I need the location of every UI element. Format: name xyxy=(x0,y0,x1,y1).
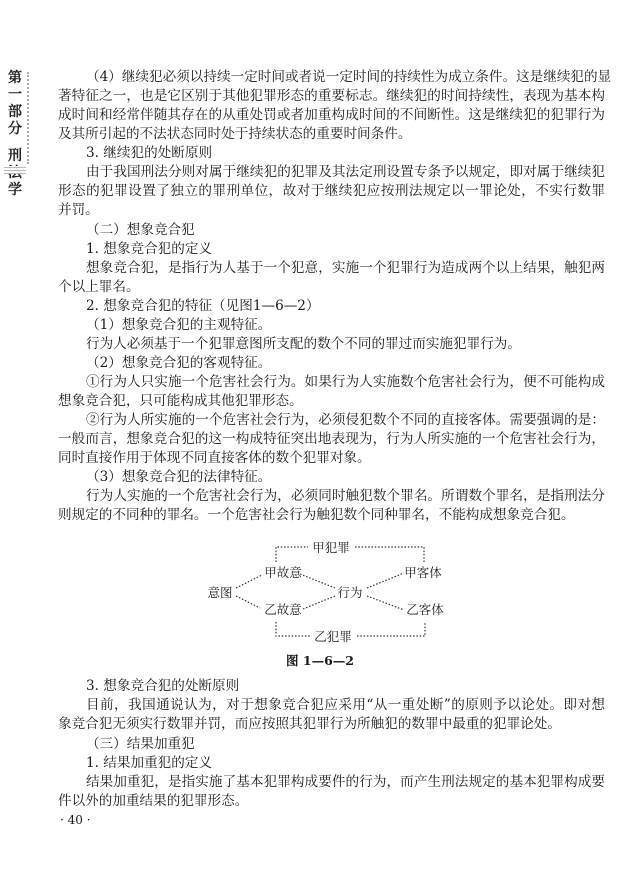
text-line: 1. 想象竞合犯的定义 xyxy=(86,241,213,257)
node-a-object: 甲客体 xyxy=(404,565,442,580)
text-line: 结果加重犯，是指实施了基本犯罪构成要件的行为，而产生刑法规定的基本犯罪构成要 xyxy=(86,774,605,790)
text-line: （2）想象竞合犯的客观特征。 xyxy=(86,355,272,371)
node-a-crime: 甲犯罪 xyxy=(312,540,350,555)
text-line: ①行为人只实施一个危害社会行为。如果行为人实施数个危害社会行为，便不可能构成 xyxy=(86,374,605,390)
text-line: （4）继续犯必须以持续一定时间或者说一定时间的持续性为成立条件。这是继续犯的显 xyxy=(86,69,612,85)
text-line: 2. 想象竞合犯的特征（见图1—6—2） xyxy=(86,298,320,314)
text-line: 行为人实施的一个危害社会行为，必须同时触犯数个罪名。所谓数个罪名，是指刑法分 xyxy=(86,488,605,504)
text-line: 形态的犯罪设置了独立的罪刑单位，故对于继续犯应按刑法规定以一罪论处，不实行数罪 xyxy=(58,183,605,199)
text-line: 象竞合犯无须实行数罪并罚，而应按照其犯罪行为所触犯的数罪中最重的犯罪论处。 xyxy=(58,716,561,732)
connector xyxy=(236,575,262,588)
text-line: 行为人必须基于一个犯罪意图所支配的数个不同的罪过而实施犯罪行为。 xyxy=(86,336,521,352)
connector xyxy=(236,596,260,608)
text-line: 3. 想象竞合犯的处断原则 xyxy=(86,678,240,694)
node-a-intent: 甲故意 xyxy=(264,565,302,580)
text-line: （三）结果加重犯 xyxy=(86,736,195,752)
text-line: 著特征之一，也是它区别于其他犯罪形态的重要标志。继续犯的时间持续性，表现为基本构 xyxy=(58,88,605,104)
page-number: · 40 · xyxy=(60,813,91,827)
text-line: 件以外的加重结果的犯罪形态。 xyxy=(58,793,249,809)
subject-char: 学 xyxy=(8,182,22,198)
a-crime-bracket xyxy=(276,547,424,562)
text-line: 由于我国刑法分则对属于继续犯的犯罪及其法定刑设置专条予以规定，即对属于继续犯 xyxy=(86,164,605,180)
node-act: 行为 xyxy=(337,585,363,600)
text-line: 目前，我国通说认为，对于想象竞合犯应采用“从一重处断”的原则予以论处。即对想 xyxy=(86,697,605,713)
text-line: 同时直接作用于体现不同直接客体的数个犯罪对象。 xyxy=(58,450,371,466)
figure-caption: 图 1—6—2 xyxy=(286,653,354,668)
text-line: ②行为人所实施的一个危害社会行为，必须侵犯数个不同的直接客体。需要强调的是： xyxy=(86,412,605,428)
node-b-crime: 乙犯罪 xyxy=(314,629,352,644)
text-line: 3. 继续犯的处断原则 xyxy=(86,145,213,161)
text-line: 及其所引起的不法状态同时处于持续状态的重要时间条件。 xyxy=(58,126,412,142)
text-line: 想象竞合犯，只可能构成其他犯罪形态。 xyxy=(58,393,303,409)
connector xyxy=(367,596,404,610)
text-line: （3）想象竞合犯的法律特征。 xyxy=(86,469,272,485)
connector xyxy=(367,573,404,588)
subject-char: 刑 xyxy=(8,148,22,164)
part-char: 分 xyxy=(8,121,22,137)
text-line: 个以上罪名。 xyxy=(58,279,140,295)
text-line: （1）想象竞合犯的主观特征。 xyxy=(86,317,272,333)
text-line: 一般而言，想象竞合犯的这一构成特征突出地表现为，行为人所实施的一个危害社会行为， xyxy=(58,431,605,447)
text-line: （二）想象竞合犯 xyxy=(86,222,195,238)
text-line: 1. 结果加重犯的定义 xyxy=(86,755,213,771)
node-b-intent: 乙故意 xyxy=(264,602,302,617)
text-line: 则规定的不同种的罪名。一个危害社会行为触犯数个同种罪名，不能构成想象竞合犯。 xyxy=(58,507,575,523)
text-line: 成时间和经常伴随其存在的从重处罚或者加重构成时间的不间断性。这是继续犯的犯罪行为 xyxy=(58,107,605,123)
text-line: 想象竞合犯，是指行为人基于一个犯意，实施一个犯罪行为造成两个以上结果，触犯两 xyxy=(86,260,605,276)
part-char: 一 xyxy=(8,87,22,103)
connector xyxy=(300,574,335,588)
node-purpose: 意图 xyxy=(207,585,233,600)
connector xyxy=(303,596,335,609)
part-char: 第 xyxy=(8,70,22,86)
node-b-object: 乙客体 xyxy=(406,602,444,617)
part-char: 部 xyxy=(8,104,22,120)
text-line: 并罚。 xyxy=(58,202,99,218)
